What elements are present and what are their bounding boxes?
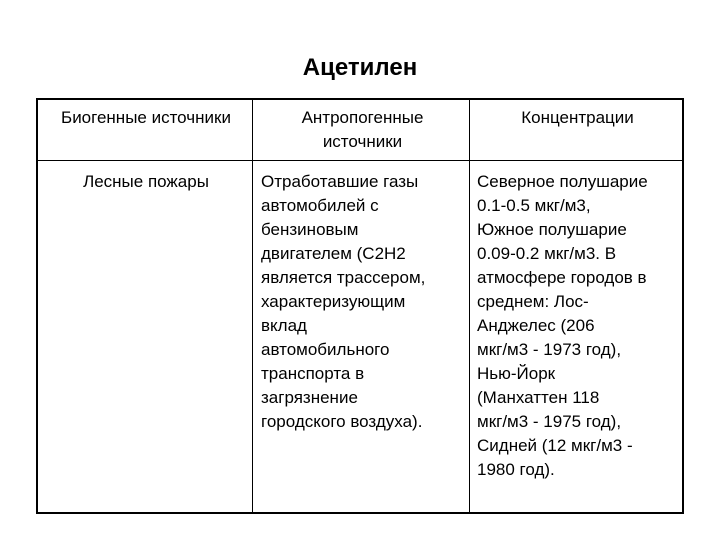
- text-line: характеризующим: [261, 292, 406, 311]
- page-title: Ацетилен: [302, 54, 418, 81]
- text-line: 0.1-0.5 мкг/м3,: [477, 196, 591, 215]
- text-line: (Манхаттен 118: [477, 388, 600, 407]
- header-divider: [38, 160, 682, 161]
- text-line: атмосфере городов в: [477, 268, 647, 287]
- text-line: Анджелес (206: [477, 316, 595, 335]
- text-line: автомобилей с: [261, 196, 379, 215]
- text-line: Нью-Йорк: [477, 364, 556, 383]
- column-divider: [252, 100, 253, 512]
- text-line: вклад: [261, 316, 307, 335]
- text-line: бензиновым: [261, 220, 359, 239]
- header-anthropogenic-sources: Антропогенные источники: [301, 108, 424, 151]
- text-line: среднем: Лос-: [477, 292, 589, 311]
- text-line: загрязнение: [261, 388, 358, 407]
- text-line: Северное полушарие: [477, 172, 648, 191]
- text-line: Сидней (12 мкг/м3 -: [477, 436, 633, 455]
- text-line: 1980 год).: [477, 460, 555, 479]
- acetylene-table: [36, 98, 684, 514]
- text-line: мкг/м3 - 1975 год),: [477, 412, 622, 431]
- text-line: является трассером,: [261, 268, 426, 287]
- text-line: 0.09-0.2 мкг/м3. В: [477, 244, 617, 263]
- cell-biogenic: Лесные пожары: [83, 172, 209, 191]
- cell-concentrations: [471, 170, 684, 482]
- text-line: автомобильного: [261, 340, 390, 359]
- cell-anthropogenic: [254, 170, 471, 434]
- text-line: Отработавшие газы: [261, 172, 419, 191]
- text-line: Южное полушарие: [477, 220, 627, 239]
- text-line: двигателем (С2Н2: [261, 244, 406, 263]
- text-line: городского воздуха).: [261, 412, 423, 431]
- text-line: транспорта в: [261, 364, 365, 383]
- header-biogenic-sources: Биогенные источники: [61, 108, 231, 127]
- text-line: мкг/м3 - 1973 год),: [477, 340, 622, 359]
- header-concentrations: Концентрации: [521, 108, 634, 127]
